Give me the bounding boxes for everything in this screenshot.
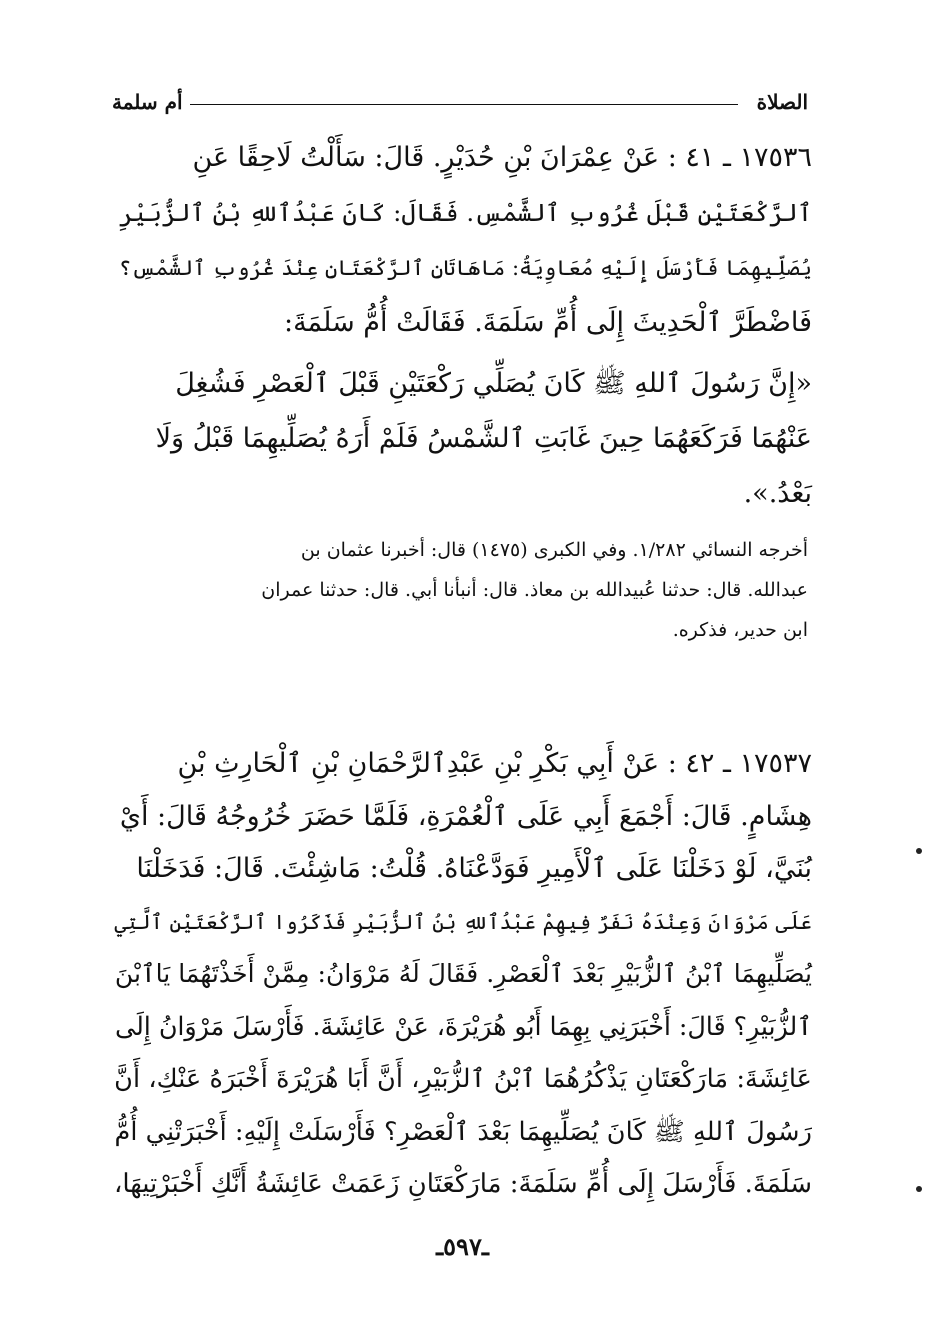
note-line: ابن حدير، فذكره. xyxy=(672,619,808,641)
hadith-line: هِشَامٍ. قَالَ: أَجْمَعَ أَبِي عَلَى ٱلْعُمْرَةِ، فَلَمَّا حَضَرَ خُرُوجُهُ قَالَ: أَيْ xyxy=(119,800,812,832)
header-rule xyxy=(190,104,738,105)
hadith-line: بُنَيَّ، لَوْ دَخَلْنَا عَلَى ٱلْأَمِيرِ فَوَدَّعْنَاهُ. قُلْتُ: مَاشِئْتَ. قَالَ: فَدَخَلْنَا xyxy=(136,853,812,884)
header-section: أم سلمة xyxy=(112,90,183,114)
hadith-line: يُصَلِّيهِمَا فَأَرْسَلَ إِلَيْهِ مُعَاوِيَةُ: مَاهَاتَانِ ٱلرَّكْعَتَانِ عِنْدَ غُرُوبِ ٱلشَّمْسِ؟ xyxy=(118,255,812,280)
hadith-line: عَلَى مَرْوَانَ وَعِنْدَهُ نَفَرٌ فِيهِمْ عَبْدُٱللهِ بْنُ ٱلزُّبَيْرِ فَذَكَرُوا ٱلرَّكْعَتَيْنِ ٱلَّتِي xyxy=(114,909,812,934)
scan-speck xyxy=(916,1186,922,1192)
running-header xyxy=(112,84,808,120)
hadith-line: ٱلزُّبَيْرِ؟ قَالَ: أَخْبَرَنِي بِهِمَا أَبُو هُرَيْرَةَ، عَنْ عَائِشَةَ. فَأَرْسَلَ مَرْوَانُ إِلَى xyxy=(115,1011,812,1041)
hadith-line: ١٧٥٣٧ ـ ٤٢ : عَنْ أَبِي بَكْرِ بْنِ عَبْدِٱلرَّحْمَانِ بْنِ ٱلْحَارِثِ بْنِ xyxy=(177,748,812,779)
hadith-17537 xyxy=(100,738,812,1211)
takhrij-note-17536 xyxy=(108,530,808,650)
hadith-line: ١٧٥٣٦ ـ ٤١ : عَنْ عِمْرَانَ بْنِ حُدَيْرٍ. قَالَ: سَأَلْتُ لَاحِقًا عَنِ xyxy=(192,142,812,173)
hadith-17536 xyxy=(104,130,812,521)
hadith-line: «إِنَّ رَسُولَ ٱللهِ ﷺ كَانَ يُصَلِّي رَكْعَتَيْنِ قَبْلَ ٱلْعَصْرِ فَشُغِلَ xyxy=(175,368,812,399)
note-line: عبدالله. قال: حدثنا عُبيدالله بن معاذ. قال: أنبأنا أبي. قال: حدثنا عمران xyxy=(261,579,808,601)
hadith-line: فَاضْطَرَّ ٱلْحَدِيثَ إِلَى أُمِّ سَلَمَةَ. فَقَالَتْ أُمُّ سَلَمَةَ: xyxy=(283,307,812,338)
hadith-line: يُصَلِّيهِمَا ٱبْنُ ٱلزُّبَيْرِ بَعْدَ ٱلْعَصْرِ. فَقَالَ لَهُ مَرْوَانُ: مِمَّنْ أَخَذْتَهُمَا يَاٱبْنَ xyxy=(114,959,812,988)
hadith-line: سَلَمَةَ. فَأَرْسَلَ إِلَى أُمِّ سَلَمَةَ: مَارَكْعَتَانِ زَعَمَتْ عَائِشَةُ أَنَّكِ أَخْبَرْتِيهَا، xyxy=(114,1169,812,1199)
hadith-line: رَسُولَ ٱللهِ ﷺ كَانَ يُصَلِّيهِمَا بَعْدَ ٱلْعَصْرِ؟ فَأَرْسَلَتْ إِلَيْهِ: أَخْبَرَتْنِي أُمُّ xyxy=(114,1116,812,1147)
note-line: أخرجه النسائي ١/٢٨٢. وفي الكبرى (١٤٧٥) قال: أخبرنا عثمان بن xyxy=(300,539,808,561)
page-number: ـ٥٩٧ـ xyxy=(436,1232,489,1261)
hadith-line: عَنْهُمَا فَرَكَعَهُمَا حِينَ غَابَتِ ٱلشَّمْسُ فَلَمْ أَرَهُ يُصَلِّيهِمَا قَبْلُ وَلَا xyxy=(155,423,812,454)
hadith-line: بَعْدُ.». xyxy=(743,478,812,509)
scan-speck xyxy=(916,848,922,854)
hadith-line: ٱلرَّكْعَتَيْنِ قَبْلَ غُرُوبِ ٱلشَّمْسِ. فَقَالَ: كَانَ عَبْدُٱللهِ بْنُ ٱلزُّبَيْرِ xyxy=(119,198,812,227)
header-chapter: الصلاة xyxy=(756,90,808,114)
hadith-line: عَائِشَةَ: مَارَكْعَتَانِ يَذْكُرُهُمَا ٱبْنُ ٱلزُّبَيْرِ، أَنَّ أَبَا هُرَيْرَةَ أَخْبَرَهُ عَنْكِ، أَنَّ xyxy=(114,1064,812,1094)
